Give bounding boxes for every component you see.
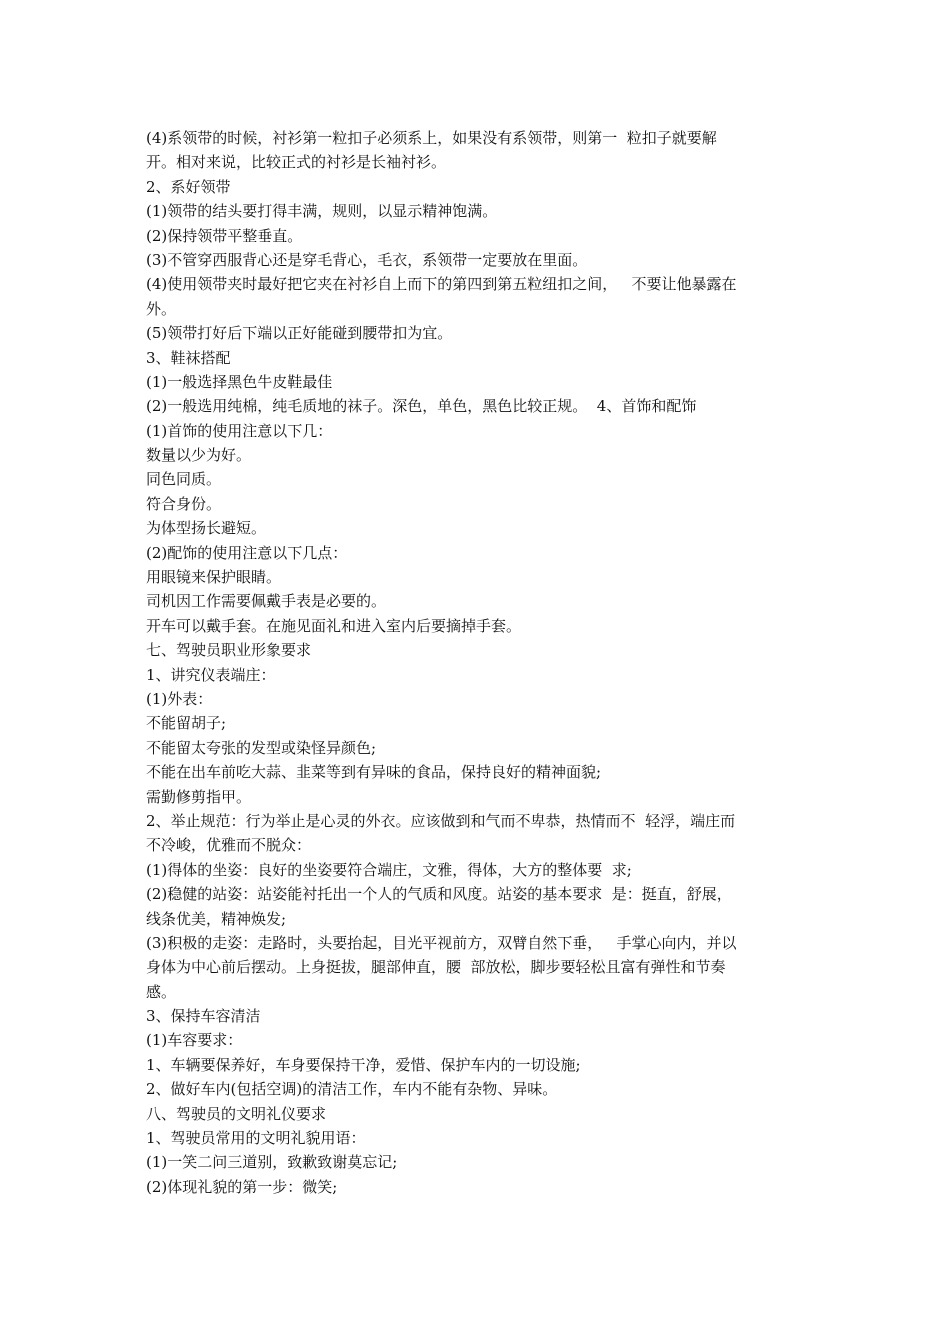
text-line: 同色同质。 (146, 470, 222, 489)
text-line: 用眼镜来保护眼睛。 (146, 568, 282, 587)
text-line: (1)领带的结头要打得丰满，规则，以显示精神饱满。 (146, 202, 498, 221)
text-line: 2、做好车内(包括空调)的清洁工作，车内不能有杂物、异味。 (146, 1080, 558, 1099)
text-line: 外。 (146, 299, 177, 318)
text-line: 开车可以戴手套。在施见面礼和进入室内后要摘掉手套。 (146, 616, 522, 635)
text-line: 司机因工作需要佩戴手表是必要的。 (146, 592, 387, 611)
text-line: 数量以少为好。 (146, 446, 252, 465)
text-line: (3)不管穿西服背心还是穿毛背心，毛衣，系领带一定要放在里面。 (146, 250, 588, 269)
section-heading: 1、讲究仪表端庄： (146, 665, 276, 684)
text-line: (2)一般选用纯棉，纯毛质地的袜子。深色，单色，黑色比较正规。 4、首饰和配饰 (146, 397, 697, 416)
section-heading: 3、鞋袜搭配 (146, 348, 231, 367)
text-line: (1)一笑二问三道别，致歉致谢莫忘记; (146, 1153, 398, 1172)
text-line: (1)车容要求： (146, 1031, 243, 1050)
text-line: 符合身份。 (146, 494, 222, 513)
chapter-heading: 七、驾驶员职业形象要求 (146, 641, 312, 660)
text-line: 感。 (146, 982, 177, 1001)
text-line: (4)系领带的时候，衬衫第一粒扣子必须系上，如果没有系领带，则第一 粒扣子就要解 (146, 129, 717, 147)
text-line: 线条优美，精神焕发; (146, 909, 287, 928)
text-line: (1)首饰的使用注意以下几： (146, 421, 333, 440)
text-line: (2)保持领带平整垂直。 (146, 226, 303, 245)
text-line: (2)稳健的站姿：站姿能衬托出一个人的气质和风度。站姿的基本要求 是：挺直，舒展， (146, 885, 732, 904)
text-line: (5)领带打好后下端以正好能碰到腰带扣为宜。 (146, 324, 453, 343)
text-line: (3)积极的走姿：走路时，头要抬起，目光平视前方，双臂自然下垂， 手掌心向内，并以 (146, 933, 737, 952)
chapter-heading: 八、驾驶员的文明礼仪要求 (146, 1104, 327, 1123)
text-line: 不能留胡子; (146, 714, 227, 733)
text-line: (1)外表： (146, 689, 213, 708)
text-line: 开。相对来说，比较正式的衬衫是长袖衬衫。 (146, 153, 447, 172)
section-heading: 3、保持车容清洁 (146, 1007, 261, 1026)
text-line: 不冷峻，优雅而不脱众： (146, 836, 312, 855)
text-line: 为体型扬长避短。 (146, 519, 267, 538)
text-line: (2)配饰的使用注意以下几点： (146, 543, 348, 562)
text-line: 身体为中心前后摆动。上身挺拔，腿部伸直，腰 部放松，脚步要轻松且富有弹性和节奏 (146, 958, 726, 977)
text-line: (4)使用领带夹时最好把它夹在衬衫自上而下的第四到第五粒纽扣之间， 不要让他暴露在 (146, 275, 737, 294)
section-heading: 2、举止规范：行为举止是心灵的外衣。应该做到和气而不卑恭，热情而不 轻浮，端庄而 (146, 811, 736, 830)
document-body (146, 126, 806, 1199)
text-line: 需勤修剪指甲。 (146, 787, 252, 806)
text-line: 1、车辆要保养好，车身要保持干净，爱惜、保护车内的一切设施; (146, 1055, 581, 1074)
text-line: 不能在出车前吃大蒜、韭菜等到有异味的食品，保持良好的精神面貌; (146, 763, 602, 782)
text-line: 不能留太夸张的发型或染怪异颜色; (146, 738, 377, 757)
section-heading: 1、驾驶员常用的文明礼貌用语： (146, 1129, 366, 1148)
text-line: (1)得体的坐姿：良好的坐姿要符合端庄，文雅，得体，大方的整体要 求; (146, 860, 632, 879)
text-line: (1)一般选择黑色牛皮鞋最佳 (146, 372, 333, 391)
section-heading: 2、系好领带 (146, 177, 231, 196)
text-line: (2)体现礼貌的第一步：微笑; (146, 1177, 338, 1196)
